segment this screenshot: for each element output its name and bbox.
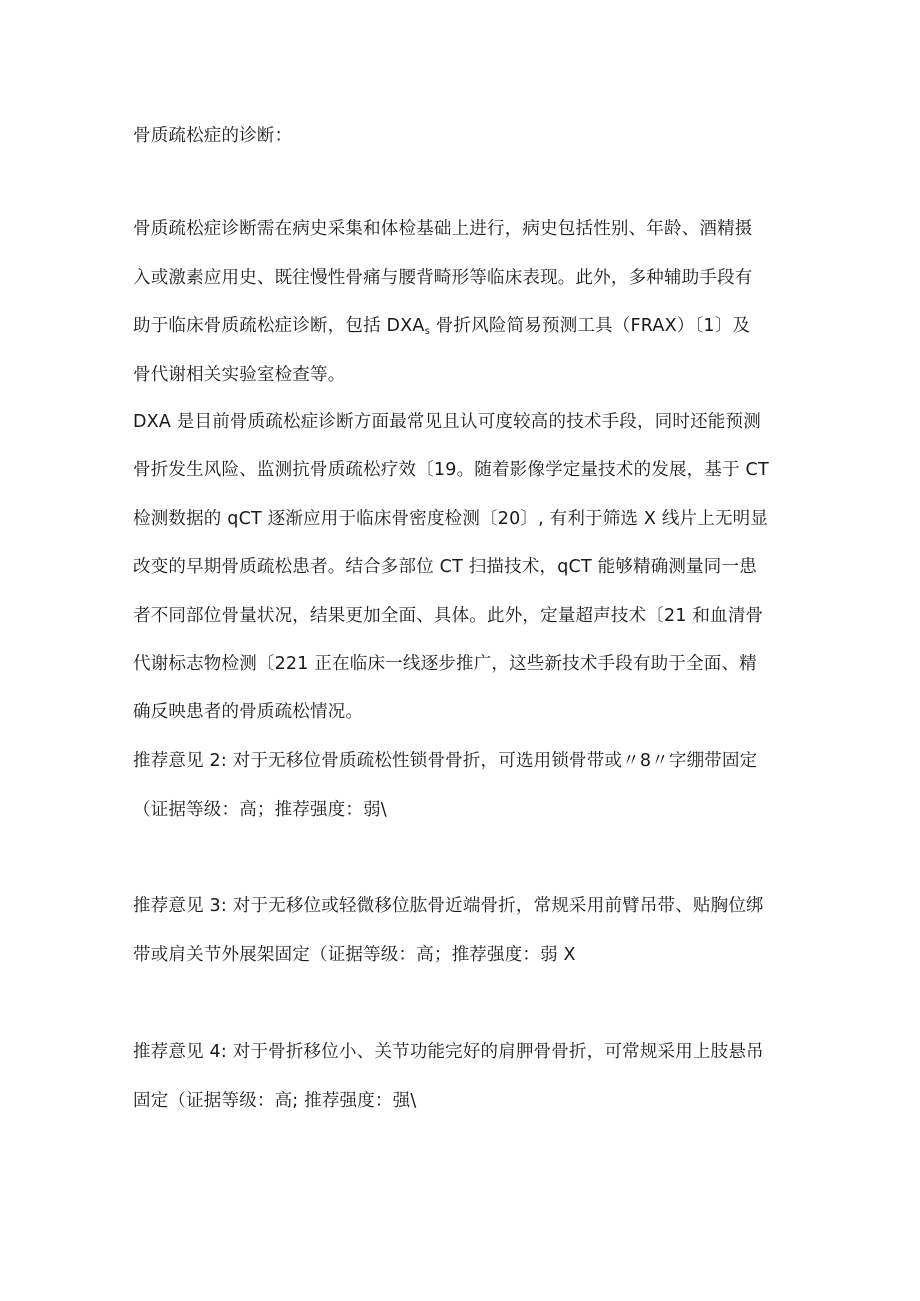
text-segment: 助于临床骨质疏松症诊断，包括 DXA	[133, 316, 425, 336]
text-line: 入或激素应用史、既往慢性骨痛与腰背畸形等临床表现。此外，多种辅助手段有	[133, 268, 753, 288]
text-segment: 骨折风险简易预测工具（FRAX）〔1〕及	[430, 316, 751, 336]
text-line: 代谢标志物检测〔221 正在临床一线逐步推广，这些新技术手段有助于全面、精	[133, 654, 757, 674]
text-line: 确反映患者的骨质疏松情况。	[133, 702, 364, 722]
text-line: 推荐意见 3: 对于无移位或轻微移位肱骨近端骨折，常规采用前臂吊带、贴胸位绑	[133, 896, 764, 916]
text-line: 者不同部位骨量状况，结果更加全面、具体。此外，定量超声技术〔21 和血清骨	[133, 606, 764, 626]
text-line: 固定（证据等级：高; 推荐强度：强\	[133, 1091, 417, 1111]
section-heading: 骨质疏松症的诊断：	[133, 126, 293, 146]
text-line: （证据等级：高；推荐强度：弱\	[133, 800, 387, 820]
text-line: 骨代谢相关实验室检查等。	[133, 365, 346, 385]
text-line: 推荐意见 2: 对于无移位骨质疏松性锁骨骨折，可选用锁骨带或〃8〃字绷带固定	[133, 751, 758, 771]
text-line: 检测数据的 qCT 逐渐应用于临床骨密度检测〔20〕, 有利于筛选 X 线片上无明显	[133, 509, 769, 529]
text-line	[133, 314, 750, 338]
text-line: 改变的早期骨质疏松患者。结合多部位 CT 扫描技术，qCT 能够精确测量同一患	[133, 557, 757, 577]
text-line: 骨折发生风险、监测抗骨质疏松疗效〔19。随着影像学定量技术的发展，基于 CT	[133, 460, 769, 480]
subscript-text: s	[424, 326, 431, 337]
text-line: DXA 是目前骨质疏松症诊断方面最常见且认可度较高的技术手段，同时还能预测	[133, 412, 761, 432]
text-line: 骨质疏松症诊断需在病史采集和体检基础上进行，病史包括性别、年龄、酒精摄	[133, 219, 753, 239]
text-line: 推荐意见 4: 对于骨折移位小、关节功能完好的肩胛骨骨折，可常规采用上肢悬吊	[133, 1042, 764, 1062]
text-line: 带或肩关节外展架固定（证据等级：高；推荐强度：弱 X	[133, 945, 576, 965]
